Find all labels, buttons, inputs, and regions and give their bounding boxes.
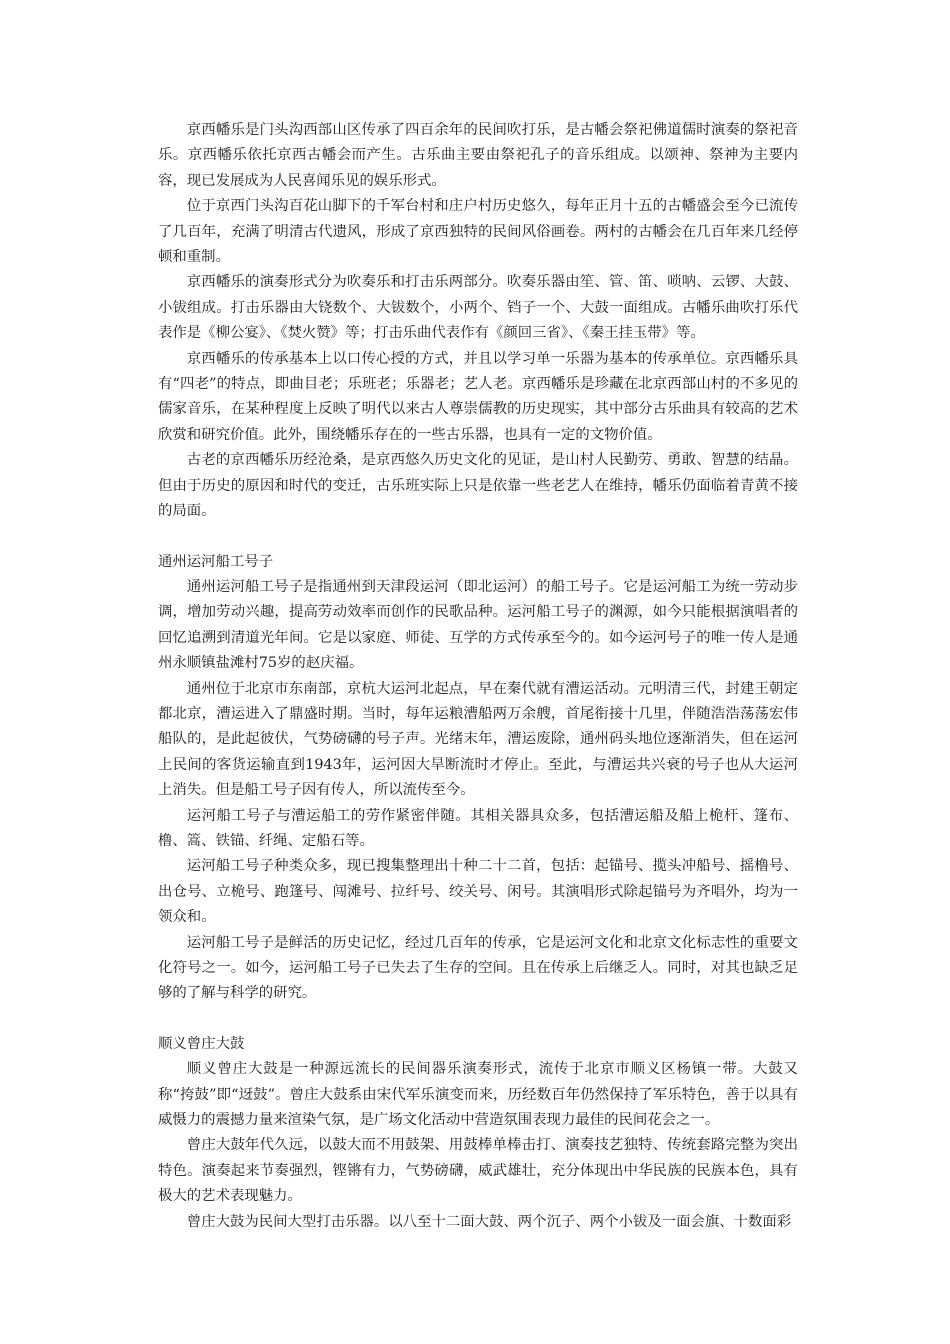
paragraph: 运河船工号子是鲜活的历史记忆，经过几百年的传承，它是运河文化和北京文化标志性的重要文化符号之一。如今，运河船工号子已失去了生存的空间。且在传承上后继乏人。同时，对其也缺乏足够的了解与科学的研究。 <box>158 934 798 1002</box>
paragraph: 通州位于北京市东南部，京杭大运河北起点，早在秦代就有漕运活动。元明清三代，封建王朝定都北京，漕运进入了鼎盛时期。当时，每年运粮漕船两万余艘，首尾衔接十几里，伴随浩浩荡荡宏伟船队的，是此起彼伏，气势磅礴的号子声。光绪末年，漕运废除，通州码头地位逐渐消失，但在运河上民间的客货运输直到1943年，运河因大旱断流时才停止。至此，与漕运共兴衰的号子也从大运河上消失。但是船工号子因有传人，所以流传至今。 <box>158 680 798 799</box>
section-tongzhou-haozi <box>158 550 798 1007</box>
paragraph: 京西幡乐是门头沟西部山区传承了四百余年的民间吹打乐，是古幡会祭祀佛道儒时演奏的祭祀音乐。京西幡乐依托京西古幡会而产生。古乐曲主要由祭祀孔子的音乐组成。以颂神、祭神为主要内容，现已发展成为人民喜闻乐见的娱乐形式。 <box>158 122 798 189</box>
section-jingxi-fanyue <box>158 118 798 525</box>
paragraph: 运河船工号子种类众多，现已搜集整理出十种二十二首，包括：起锚号、揽头冲船号、摇橹号、出仓号、立桅号、跑篷号、闯滩号、拉纤号、绞关号、闲号。其演唱形式除起锚号为齐唱外，均为一领众和。 <box>158 858 798 926</box>
paragraph: 位于京西门头沟百花山脚下的千军台村和庄户村历史悠久，每年正月十五的古幡盛会至今已流传了几百年，充满了明清古代遗风，形成了京西独特的民间风俗画卷。两村的古幡会在几百年来几经停顿和重制。 <box>158 198 798 266</box>
paragraph: 京西幡乐的演奏形式分为吹奏乐和打击乐两部分。吹奏乐器由笙、管、笛、唢呐、云锣、大鼓、小钹组成。打击乐器由大铙数个、大钹数个，小两个、铛子一个、大鼓一面组成。古幡乐曲吹打乐代表作是《柳公宴》、《焚火赞》等；打击乐曲代表作有《颜回三省》、《秦王挂玉带》等。 <box>158 274 798 342</box>
paragraph: 古老的京西幡乐历经沧桑，是京西悠久历史文化的见证，是山村人民勤劳、勇敢、智慧的结晶。但由于历史的原因和时代的变迁，古乐班实际上只是依靠一些老艺人在维持，幡乐仍面临着青黄不接的局面。 <box>158 452 798 520</box>
section-title: 顺义曾庄大鼓 <box>158 1035 245 1052</box>
paragraph: 京西幡乐的传承基本上以口传心授的方式，并且以学习单一乐器为基本的传承单位。京西幡乐具有“四老”的特点，即曲目老；乐班老；乐器老；艺人老。京西幡乐是珍藏在北京西部山村的不多见的儒家音乐，在某种程度上反映了明代以来古人尊崇儒教的历史现实，其中部分古乐曲具有较高的艺术欣赏和研究价值。此外，围绕幡乐存在的一些古乐器，也具有一定的文物价值。 <box>158 350 798 443</box>
paragraph: 曾庄大鼓年代久远，以鼓大而不用鼓架、用鼓棒单棒击打、演奏技艺独特、传统套路完整为突出特色。演奏起来节奏强烈，铿锵有力，气势磅礴，威武雄壮，充分体现出中华民族的民族本色，具有极大的艺术表现魅力。 <box>158 1137 798 1205</box>
section-title: 通州运河船工号子 <box>158 553 274 570</box>
document-page <box>158 118 798 1235</box>
paragraph: 曾庄大鼓为民间大型打击乐器。以八至十二面大鼓、两个沉子、两个小钹及一面会旗、十数面彩 <box>186 1213 792 1230</box>
paragraph: 运河船工号子与漕运船工的劳作紧密伴随。其相关器具众多，包括漕运船及船上桅杆、篷布、橹、篙、铁锚、纤绳、定船石等。 <box>158 807 798 849</box>
paragraph: 顺义曾庄大鼓是一种源远流长的民间器乐演奏形式，流传于北京市顺义区杨镇一带。大鼓又称“挎鼓”即“迓鼓”。曾庄大鼓系由宋代军乐演变而来，历经数百年仍然保持了军乐特色，善于以具有威慑力的震撼力量来渲染气氛，是广场文化活动中营造氛围表现力最佳的民间花会之一。 <box>158 1061 798 1129</box>
section-zengzhuang-dagu <box>158 1032 798 1235</box>
paragraph: 通州运河船工号子是指通州到天津段运河（即北运河）的船工号子。它是运河船工为统一劳动步调，增加劳动兴趣，提高劳动效率而创作的民歌品种。运河船工号子的渊源，如今只能根据演唱者的回忆追溯到清道光年间。它是以家庭、师徒、互学的方式传承至今的。如今运河号子的唯一传人是通州永顺镇盐滩村75岁的赵庆福。 <box>158 578 798 672</box>
